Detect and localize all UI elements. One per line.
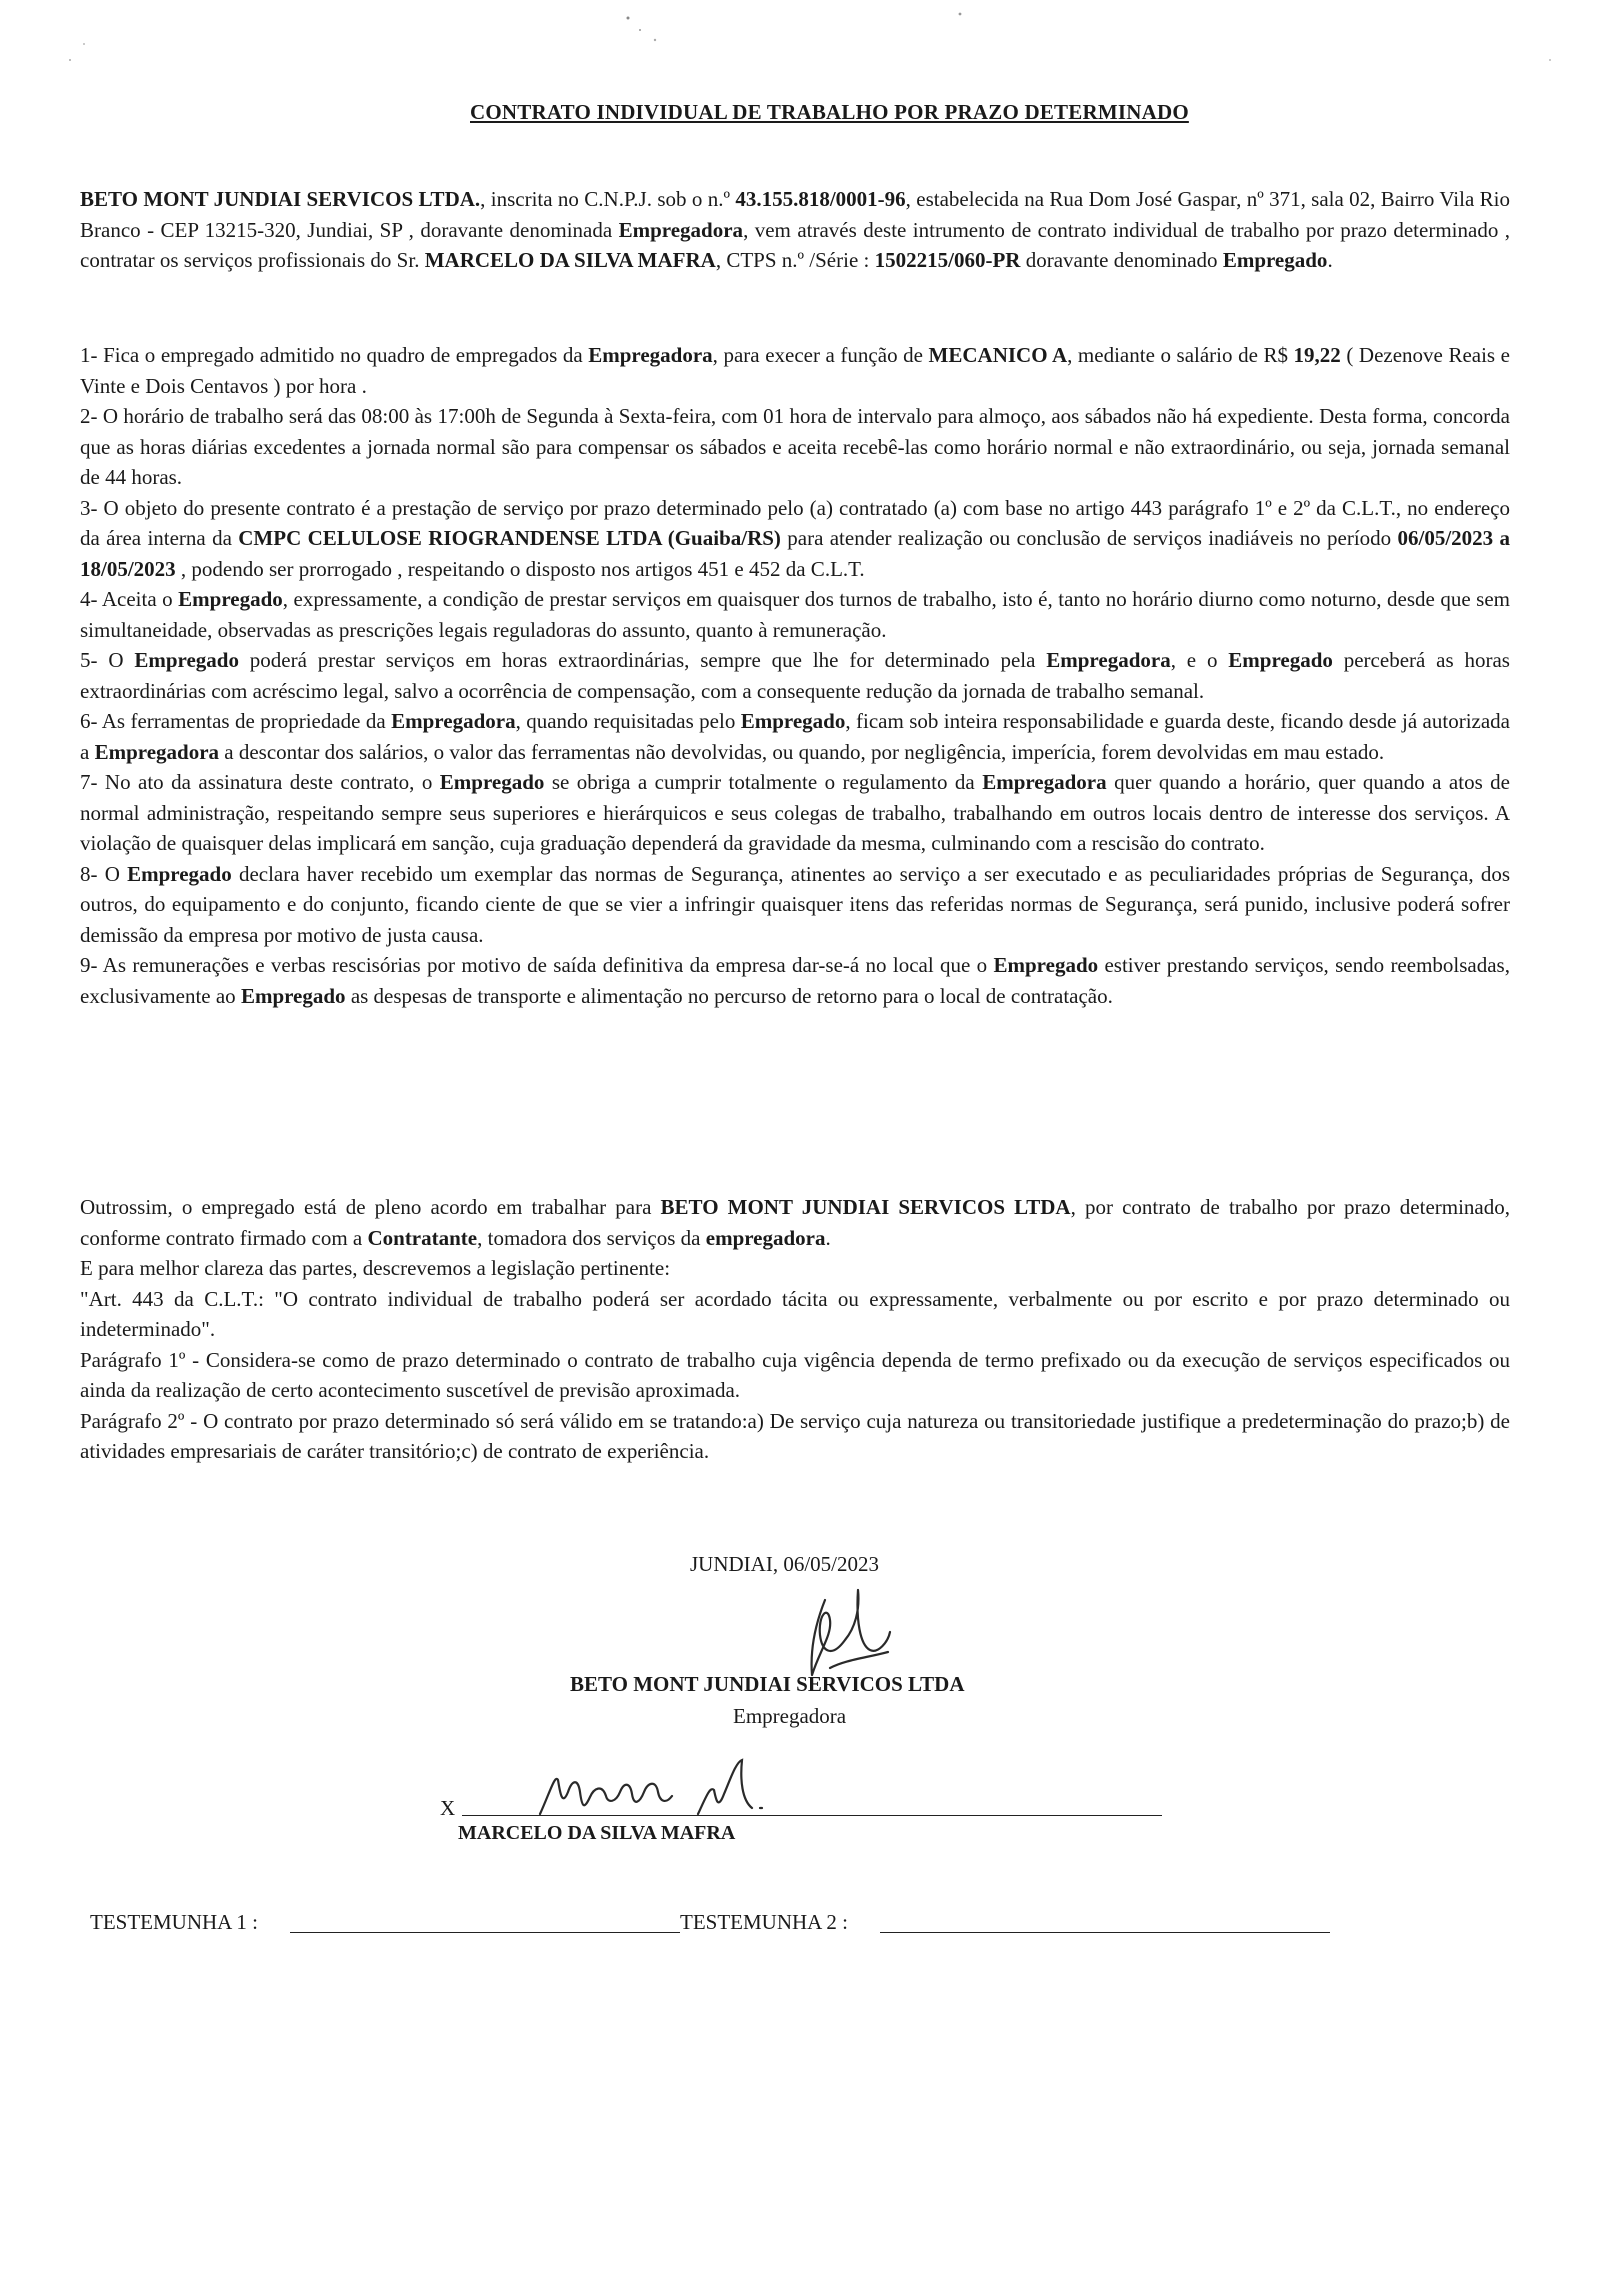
clause-6: 6- As ferramentas de propriedade da Empregadora, quando requisitadas pelo Empregado, ficam sob inteira responsabilidade e guarda deste, ficando desde já autorizada a Empregadora a descontar dos salários, o valor das ferramentas não devolvidas, ou quando, por negligência, imperícia, forem devolvidas em mau estado. xyxy=(80,709,1510,764)
legislation-paragraph-1: Parágrafo 1º - Considera-se como de prazo determinado o contrato de trabalho cuja vigência dependa de termo prefixado ou da execução de serviços especificados ou ainda da realização de certo acontecimento suscetível de previsão aproximada. xyxy=(80,1347,1510,1402)
witness-2-label: TESTEMUNHA 2 : xyxy=(680,1910,848,1934)
clause-7: 7- No ato da assinatura deste contrato, o Empregado se obriga a cumprir totalmente o regulamento da Empregadora quer quando a horário, quer quando a atos de normal administração, respeitando sempre seus superiores e hierárquicos e seus colegas de trabalho, trabalhando em outros locais dentro de interesse dos serviços. A violação de quaisquer delas implicará em sanção, cuja graduação dependerá da gravidade da mesma, culminando com a rescisão do contrato. xyxy=(80,770,1511,855)
intro-text: , inscrita no C.N.P.J. sob o n.º xyxy=(480,187,736,211)
intro-text: , CTPS n.º /Série : xyxy=(715,248,875,272)
cnpj-value: 43.155.818/0001-96 xyxy=(735,187,906,211)
legislation-paragraph-2: Parágrafo 2º - O contrato por prazo determinado só será válido em se tratando:a) De serviço cuja natureza ou transitoriedade justifique a predeterminação do prazo;b) de atividades empresariais de caráter transitório;c) de contrato de experiência. xyxy=(80,1408,1510,1463)
clause-5: 5- O Empregado poderá prestar serviços em horas extraordinárias, sempre que lhe for determinado pela Empregadora, e o Empregado perceberá as horas extraordinárias com acréscimo legal, salvo a ocorrência de compensação, com a consequente redução da jornada de trabalho semanal. xyxy=(80,648,1510,703)
x-mark: X xyxy=(440,1796,456,1820)
job-title: MECANICO A xyxy=(928,343,1068,367)
witness-2-line xyxy=(880,1932,1330,1933)
clause-3: 3- O objeto do presente contrato é a prestação de serviço por prazo determinado pelo (a) contratado (a) com base no artigo 443 parágrafo 1º e 2º da C.L.T., no endereço da área interna da CMPC CELULOSE RIOGRANDENSE LTDA (Guaiba/RS) para atender realização ou conclusão de serviços inadiáveis no período 06/05/2023 a 18/05/2023 , podendo ser prorrogado , respeitando o disposto nos artigos 451 e 452 da C.L.T. xyxy=(80,495,1511,581)
city-date: JUNDIAI, 06/05/2023 xyxy=(690,1552,879,1576)
employee-signature-name: MARCELO DA SILVA MAFRA xyxy=(458,1822,736,1844)
intro-paragraph xyxy=(80,184,1510,276)
term-empregadora: Empregadora xyxy=(618,217,744,242)
clauses xyxy=(80,340,1510,1011)
employer-signature-name: BETO MONT JUNDIAI SERVICOS LTDA xyxy=(570,1672,965,1696)
salary-value: 19,22 xyxy=(1293,343,1341,367)
intro-text: , estabelecida na Rua Dom José Gaspar, nº 371, sala 02, Bairro Vila Rio Branco - CEP 13215-320, Jundiai, SP , doravante denominada xyxy=(80,187,1510,242)
clause-4: 4- Aceita o Empregado, expressamente, a condição de prestar serviços em quaisquer dos turnos de trabalho, isto é, tanto no horário diurno como noturno, desde que sem simultaneidade, observadas as prescrições legais reguladoras do assunto, quanto à remuneração. xyxy=(80,587,1510,642)
intro-text: , vem através deste intrumento de contrato individual de trabalho por prazo determinado , contratar os serviços profissionais do Sr. xyxy=(80,217,1510,272)
employee-signature xyxy=(520,1752,860,1832)
closing-paragraph: Outrossim, o empregado está de pleno acordo em trabalhar para BETO MONT JUNDIAI SERVICOS LTDA, por contrato de trabalho por prazo determinado, conforme contrato firmado com a Contratante, tomadora dos serviços da empregadora. xyxy=(80,1195,1510,1250)
intro-text: . xyxy=(1327,248,1333,272)
clause-9: 9- As remunerações e verbas rescisórias por motivo de saída definitiva da empresa dar-se-á no local que o Empregado estiver prestando serviços, sendo reembolsadas, exclusivamente ao Empregado as despesas de transporte e alimentação no percurso de retorno para o local de contratação. xyxy=(80,953,1510,1008)
legislation-intro: E para melhor clareza das partes, descrevemos a legislação pertinente: xyxy=(80,1256,671,1280)
contract-title: CONTRATO INDIVIDUAL DE TRABALHO POR PRAZO DETERMINADO xyxy=(470,100,1189,124)
ctps-value: 1502215/060-PR xyxy=(874,248,1021,272)
contract-period: 06/05/2023 a 18/05/2023 xyxy=(80,526,1511,581)
closing-section xyxy=(80,1192,1510,1467)
employer-name: BETO MONT JUNDIAI SERVICOS LTDA. xyxy=(80,187,481,211)
clause-2: 2- O horário de trabalho será das 08:00 às 17:00h de Segunda à Sexta-feira, com 01 hora de intervalo para almoço, aos sábados não há expediente. Desta forma, concorda que as horas diárias excedentes a jornada normal são para compensar os sábados e aceita recebê-las como horário normal e não extraordinário, ou seja, jornada semanal de 44 horas. xyxy=(80,404,1510,489)
witness-1-label: TESTEMUNHA 1 : xyxy=(90,1910,258,1934)
clause-1: 1- Fica o empregado admitido no quadro de empregados da Empregadora, para execer a função de MECANICO A, mediante o salário de R$ 19,22 ( Dezenove Reais e Vinte e Dois Centavos ) por hora . xyxy=(80,343,1510,398)
term-empregado: Empregado xyxy=(1222,248,1328,272)
employer-signature-role: Empregadora xyxy=(733,1704,847,1728)
witness-1-line xyxy=(290,1932,680,1933)
legislation-art-443: "Art. 443 da C.L.T.: "O contrato individual de trabalho poderá ser acordado tácita ou expressamente, verbalmente ou por escrito e por prazo determinado ou indeterminado". xyxy=(80,1286,1510,1341)
intro-text: doravante denominado xyxy=(1020,248,1223,272)
workplace-name: CMPC CELULOSE RIOGRANDENSE LTDA (Guaiba/RS) xyxy=(238,526,781,550)
employee-name: MARCELO DA SILVA MAFRA xyxy=(424,248,716,272)
clause-8: 8- O Empregado declara haver recebido um exemplar das normas de Segurança, atinentes ao serviço a ser executado e as peculiaridades próprias de Segurança, dos outros, do equipamento e do conjunto, ficando ciente de que se vier a infringir quaisquer itens das referidas normas de Segurança, será punido, inclusive poderá sofrer demissão da empresa por motivo de justa causa. xyxy=(80,861,1510,947)
